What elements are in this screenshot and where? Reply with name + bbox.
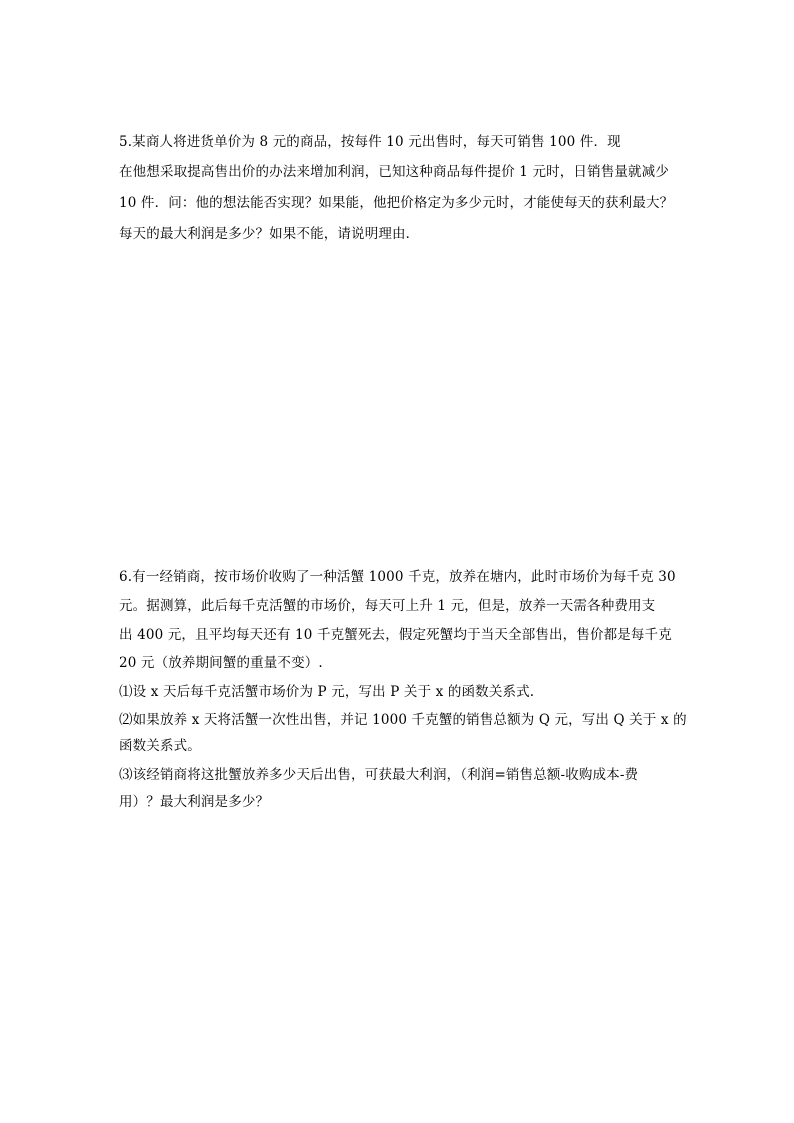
problem-6-line-2: 元。据测算，此后每千克活蟹的市场价，每天可上升 1 元，但是，放养一天需各种费用支 (119, 598, 656, 614)
problem-6-part-3-cont: 用）？最大利润是多少？ (119, 794, 270, 810)
problem-6-part-3: ⑶该经销商将这批蟹放养多少天后出售，可获最大利润，（利润=销售总额-收购成本-费 (119, 767, 639, 783)
problem-6-line-1: 6.有一经销商，按市场价收购了一种活蟹 1000 千克，放养在塘内，此时市场价为每千克 30 (119, 569, 676, 585)
problem-6-part-2: ⑵如果放养 x 天将活蟹一次性出售，并记 1000 千克蟹的销售总额为 Q 元，写出 Q 关于 x 的 (119, 712, 687, 728)
problem-6-line-4: 20 元（放养期间蟹的重量不变）. (119, 655, 323, 671)
problem-5-line-1: 5.某商人将进货单价为 8 元的商品，按每件 10 元出售时，每天可销售 100 件．现 (119, 134, 621, 150)
problem-6-part-1: ⑴设 x 天后每千克活蟹市场价为 P 元，写出 P 关于 x 的函数关系式. (119, 684, 535, 700)
problem-5-line-2: 在他想采取提高售出价的办法来增加利润，已知这种商品每件提价 1 元时，日销售量就减少 (119, 164, 669, 180)
problem-6-line-3: 出 400 元，且平均每天还有 10 千克蟹死去，假定死蟹均于当天全部售出，售价都是每千克 (119, 627, 672, 643)
problem-5-line-4: 每天的最大利润是多少？如果不能，请说明理由． (119, 226, 420, 242)
problem-5-line-3: 10 件．问：他的想法能否实现？如果能，他把价格定为多少元时，才能使每天的获利最大？ (119, 195, 674, 211)
problem-6-part-2-cont: 函数关系式。 (119, 738, 201, 754)
